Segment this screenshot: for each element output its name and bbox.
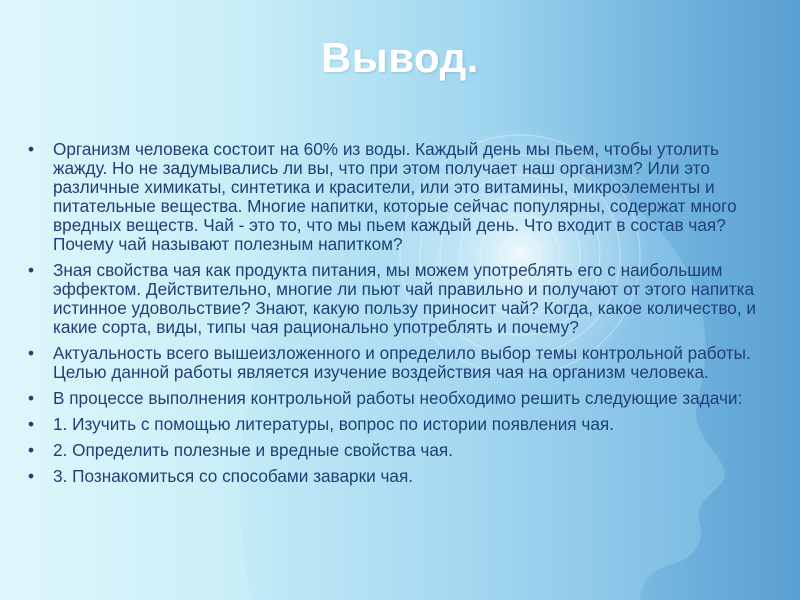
bullet-marker: •: [28, 388, 35, 408]
list-item-text: 2. Определить полезные и вредные свойства чая.: [53, 440, 454, 460]
list-item-text: 1. Изучить с помощью литературы, вопрос по истории появления чая.: [53, 414, 614, 434]
list-item: [28, 441, 758, 460]
list-item-text: Организм человека состоит на 60% из воды. Каждый день мы пьем, чтобы утолить жажду. Но не задумывались ли вы, что при этом получает наш организм? Или это различные химикаты, синтетика и красители, или это витамины, микроэлементы и питательные вещества. Многие напитки, которые сейчас популярны, содержат много вредных веществ. Чай - это то, что мы пьем каждый день. Что входит в состав чая? Почему чай называют полезным напитком?: [53, 139, 737, 254]
list-item-text: 3. Познакомиться со способами заварки чая.: [53, 466, 414, 486]
list-item: [28, 467, 758, 486]
list-item: [28, 261, 758, 337]
list-item-text: В процессе выполнения контрольной работы необходимо решить следующие задачи:: [53, 388, 743, 408]
bullet-marker: •: [28, 343, 35, 363]
list-item-text: Актуальность всего вышеизложенного и определило выбор темы контрольной работы. Целью данной работы является изучение воздействия чая на организм человека.: [53, 343, 751, 382]
list-item: [28, 140, 758, 254]
bullet-marker: •: [28, 440, 35, 460]
bullet-marker: •: [28, 139, 35, 159]
bullet-marker: •: [28, 414, 35, 434]
bullet-marker: •: [28, 260, 35, 280]
list-item-text: Зная свойства чая как продукта питания, мы можем употреблять его с наибольшим эффектом. Действительно, многие ли пьют чай правильно и получают от этого напитка истинное удовольствие? Знают, какую пользу приносит чай? Когда, какое количество, и какие сорта, виды, типы чая рационально употреблять и почему?: [53, 260, 756, 337]
bullet-marker: •: [28, 466, 35, 486]
list-item: [28, 389, 758, 408]
bullet-list: [28, 140, 758, 493]
slide-title: Вывод.: [321, 34, 479, 81]
list-item: [28, 344, 758, 382]
list-item: [28, 415, 758, 434]
